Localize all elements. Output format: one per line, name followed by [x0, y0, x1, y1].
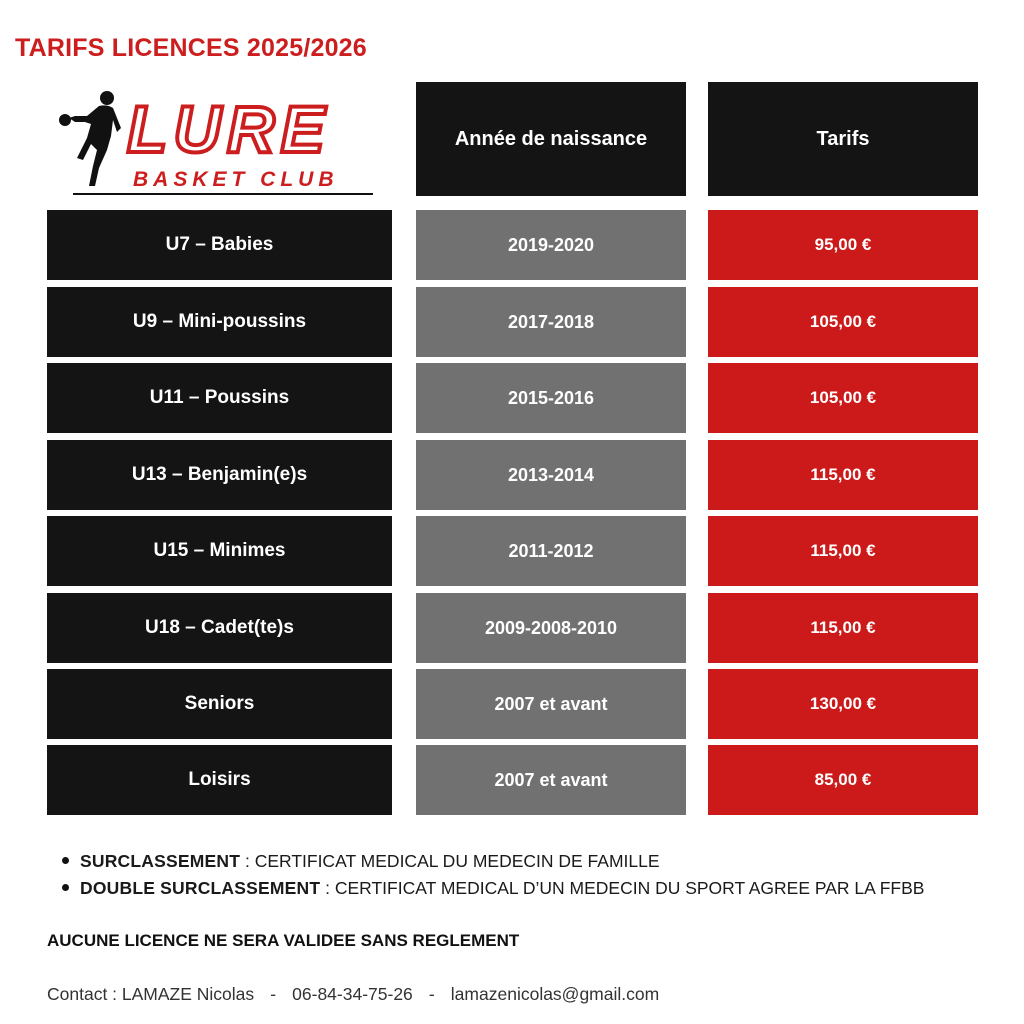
year-cell: 2019-2020 — [416, 210, 686, 280]
contact-name: Contact : LAMAZE Nicolas — [47, 984, 255, 1004]
list-item — [62, 850, 924, 877]
table-row — [0, 516, 1024, 586]
price-cell: 95,00 € — [708, 210, 978, 280]
page-title: TARIFS LICENCES 2025/2026 — [15, 34, 367, 62]
year-cell: 2013-2014 — [416, 440, 686, 510]
separator: - — [270, 984, 277, 1004]
price-cell: 115,00 € — [708, 440, 978, 510]
table-row — [0, 669, 1024, 739]
note-text: : CERTIFICAT MEDICAL D’UN MEDECIN DU SPORT AGREE PAR LA FFBB — [320, 878, 925, 898]
year-cell: 2007 et avant — [416, 745, 686, 815]
category-cell: Loisirs — [47, 745, 392, 815]
price-cell: 115,00 € — [708, 516, 978, 586]
contact-line — [47, 984, 659, 1005]
category-cell: U18 – Cadet(te)s — [47, 593, 392, 663]
table-row — [0, 745, 1024, 815]
price-cell: 105,00 € — [708, 287, 978, 357]
category-cell: U15 – Minimes — [47, 516, 392, 586]
logo-main-text: LURE — [127, 92, 331, 166]
category-cell: U13 – Benjamin(e)s — [47, 440, 392, 510]
category-cell: U9 – Mini-poussins — [47, 287, 392, 357]
category-cell: U11 – Poussins — [47, 363, 392, 433]
bullet-icon — [62, 857, 69, 864]
contact-phone[interactable]: 06-84-34-75-26 — [292, 984, 413, 1004]
club-logo — [55, 88, 385, 200]
header-birth-year: Année de naissance — [416, 82, 686, 196]
price-cell: 105,00 € — [708, 363, 978, 433]
requirements-list — [62, 850, 924, 904]
price-cell: 130,00 € — [708, 669, 978, 739]
table-row — [0, 363, 1024, 433]
list-item — [62, 877, 924, 904]
payment-warning: AUCUNE LICENCE NE SERA VALIDEE SANS REGLEMENT — [47, 931, 520, 950]
header-price: Tarifs — [708, 82, 978, 196]
year-cell: 2011-2012 — [416, 516, 686, 586]
table-row — [0, 440, 1024, 510]
price-cell: 85,00 € — [708, 745, 978, 815]
category-cell: Seniors — [47, 669, 392, 739]
year-cell: 2007 et avant — [416, 669, 686, 739]
note-label: SURCLASSEMENT — [80, 851, 241, 871]
year-cell: 2015-2016 — [416, 363, 686, 433]
table-row — [0, 593, 1024, 663]
bullet-icon — [62, 884, 69, 891]
contact-email[interactable]: lamazenicolas@gmail.com — [450, 984, 660, 1004]
separator: - — [428, 984, 435, 1004]
table-row — [0, 287, 1024, 357]
table-row — [0, 210, 1024, 280]
year-cell: 2009-2008-2010 — [416, 593, 686, 663]
note-label: DOUBLE SURCLASSEMENT — [80, 878, 321, 898]
category-cell: U7 – Babies — [47, 210, 392, 280]
year-cell: 2017-2018 — [416, 287, 686, 357]
note-text: : CERTIFICAT MEDICAL DU MEDECIN DE FAMILLE — [240, 851, 660, 871]
basketball-player-logo-icon — [55, 88, 385, 200]
price-cell: 115,00 € — [708, 593, 978, 663]
logo-sub-text: BASKET CLUB — [133, 168, 339, 191]
